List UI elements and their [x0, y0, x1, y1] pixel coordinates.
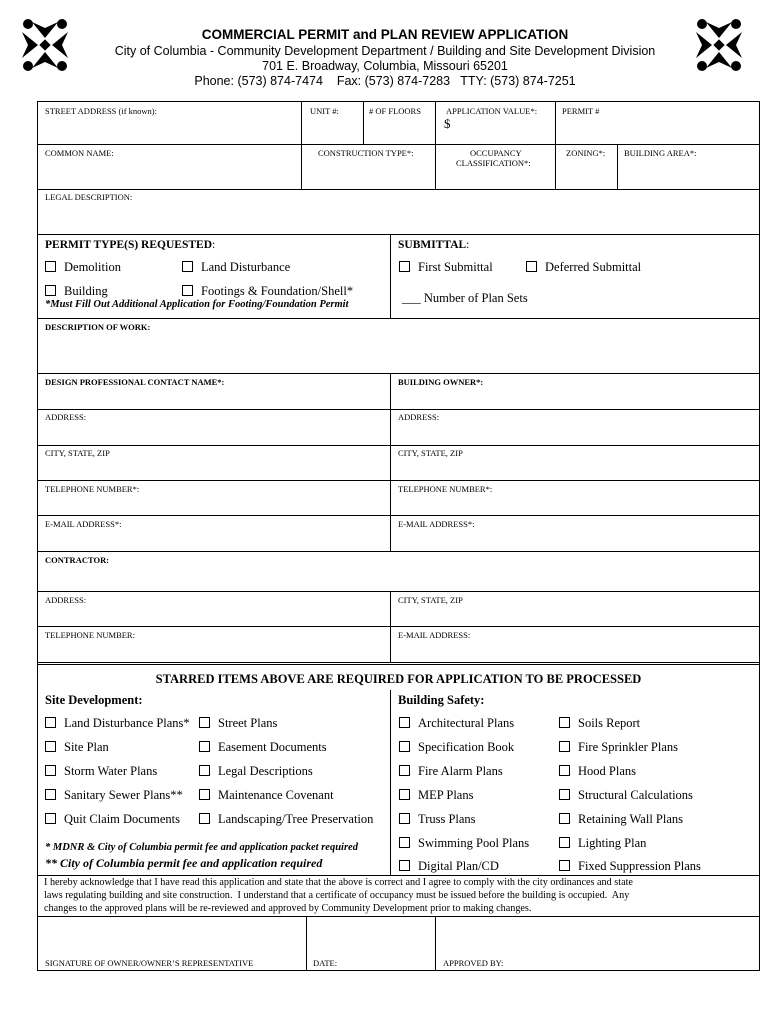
checkbox-icon — [45, 741, 56, 752]
owner-signature-field[interactable] — [40, 919, 303, 957]
checkbox-icon — [199, 789, 210, 800]
owner-city-label: CITY, STATE, ZIP — [398, 448, 463, 458]
checkbox-icon — [399, 813, 410, 824]
owner-email-label: E-MAIL ADDRESS*: — [398, 519, 475, 529]
bs-checkbox-lighting-plan[interactable]: Lighting Plan — [559, 836, 646, 851]
date-field[interactable] — [309, 919, 433, 957]
dollar-sign: $ — [444, 116, 451, 131]
common-name-field[interactable] — [40, 160, 298, 187]
bs-checkbox-fire-sprinkler-plans[interactable]: Fire Sprinkler Plans — [559, 740, 678, 755]
mdnr-fee-note: * MDNR & City of Columbia permit fee and application packet required — [45, 842, 358, 853]
bs-checkbox-architectural-plans[interactable]: Architectural Plans — [399, 716, 514, 731]
contractor-telephone-field[interactable] — [40, 641, 387, 660]
checkbox-icon — [45, 765, 56, 776]
land-disturbance-checkbox[interactable]: Land Disturbance — [182, 260, 290, 275]
zoning-field[interactable] — [558, 160, 615, 187]
design-city-field[interactable] — [40, 459, 387, 478]
checkbox-icon — [399, 717, 410, 728]
common-name-label: COMMON NAME: — [45, 148, 114, 158]
site-checkbox-site-plan[interactable]: Site Plan — [45, 740, 109, 755]
bs-checkbox-fixed-suppression-plans[interactable]: Fixed Suppression Plans — [559, 859, 701, 874]
checkbox-icon — [45, 285, 56, 296]
occupancy-label: OCCUPANCY — [470, 148, 522, 158]
approved-by-field[interactable] — [438, 919, 757, 957]
site-checkbox-maintenance-covenant[interactable]: Maintenance Covenant — [199, 788, 334, 803]
occupancy-classification-label: CLASSIFICATION*: — [456, 158, 531, 168]
design-professional-label: DESIGN PROFESSIONAL CONTACT NAME*: — [45, 377, 225, 387]
checkbox-icon — [199, 813, 210, 824]
design-email-label: E-MAIL ADDRESS*: — [45, 519, 122, 529]
bs-checkbox-fire-alarm-plans[interactable]: Fire Alarm Plans — [399, 764, 503, 779]
checkbox-icon — [399, 741, 410, 752]
site-checkbox-land-disturbance-plans[interactable]: Land Disturbance Plans* — [45, 716, 190, 731]
design-telephone-field[interactable] — [40, 494, 387, 513]
floors-label: # OF FLOORS — [369, 106, 421, 116]
submittal-heading: SUBMITTAL: — [398, 239, 470, 251]
checkbox-icon — [559, 765, 570, 776]
unit-label: UNIT #: — [310, 106, 339, 116]
acknowledgement-line-2: laws regulating building and site construction. I understand that a certificate of occupancy must be issued before the building is occupied. Any — [44, 890, 630, 901]
checkbox-icon — [45, 813, 56, 824]
permit-number-field[interactable] — [558, 118, 757, 142]
acknowledgement-line-1: I hereby acknowledge that I have read this application and state that the above is correct and I agree to comply with the city ordinances and state — [44, 877, 633, 888]
permit-types-heading: PERMIT TYPE(S) REQUESTED: — [45, 239, 216, 251]
department-address: 701 E. Broadway, Columbia, Missouri 65201 — [262, 59, 508, 73]
street-address-field[interactable] — [40, 118, 298, 142]
building-safety-heading: Building Safety: — [398, 693, 485, 707]
legal-description-label: LEGAL DESCRIPTION: — [45, 192, 133, 202]
checkbox-icon — [559, 741, 570, 752]
bs-checkbox-specification-book[interactable]: Specification Book — [399, 740, 514, 755]
bs-checkbox-swimming-pool-plans[interactable]: Swimming Pool Plans — [399, 836, 529, 851]
checkbox-icon — [399, 789, 410, 800]
building-checkbox[interactable]: Building — [45, 284, 108, 299]
deferred-submittal-checkbox[interactable]: Deferred Submittal — [526, 260, 641, 275]
owner-telephone-field[interactable] — [393, 494, 757, 513]
building-area-field[interactable] — [620, 160, 757, 187]
zoning-label: ZONING*: — [566, 148, 606, 158]
checkbox-icon — [559, 837, 570, 848]
footings-checkbox[interactable]: Footings & Foundation/Shell* — [182, 284, 353, 299]
checkbox-icon — [526, 261, 537, 272]
bs-checkbox-mep-plans[interactable]: MEP Plans — [399, 788, 473, 803]
bs-checkbox-digital-plan[interactable]: Digital Plan/CD — [399, 859, 499, 874]
site-checkbox-storm-water-plans[interactable]: Storm Water Plans — [45, 764, 157, 779]
owner-email-field[interactable] — [393, 530, 757, 549]
contractor-address-field[interactable] — [40, 606, 387, 624]
owner-telephone-label: TELEPHONE NUMBER*: — [398, 484, 493, 494]
street-address-label: STREET ADDRESS (if known): — [45, 106, 158, 116]
demolition-checkbox[interactable]: Demolition — [45, 260, 121, 275]
site-development-heading: Site Development: — [45, 693, 143, 707]
site-checkbox-sanitary-sewer-plans[interactable]: Sanitary Sewer Plans** — [45, 788, 183, 803]
checkbox-icon — [559, 813, 570, 824]
building-area-label: BUILDING AREA*: — [624, 148, 697, 158]
bs-checkbox-hood-plans[interactable]: Hood Plans — [559, 764, 636, 779]
checkbox-icon — [559, 789, 570, 800]
construction-type-field[interactable] — [304, 160, 433, 187]
owner-city-field[interactable] — [393, 459, 757, 478]
contractor-label: CONTRACTOR: — [45, 555, 110, 565]
form-title: COMMERCIAL PERMIT and PLAN REVIEW APPLICATION — [201, 27, 569, 42]
checkbox-icon — [199, 717, 210, 728]
application-value-label: APPLICATION VALUE*: — [446, 106, 538, 116]
form-subtitle: City of Columbia - Community Development Department / Building and Site Development Division — [114, 44, 656, 58]
site-checkbox-quit-claim-documents[interactable]: Quit Claim Documents — [45, 812, 180, 827]
description-of-work-label: DESCRIPTION OF WORK: — [45, 322, 151, 332]
checkbox-icon — [399, 837, 410, 848]
checkbox-icon — [399, 261, 410, 272]
contractor-city-field[interactable] — [393, 606, 757, 624]
footing-permit-note: *Must Fill Out Additional Application for Footing/Foundation Permit — [45, 299, 349, 310]
contractor-email-label: E-MAIL ADDRESS: — [398, 630, 471, 640]
contractor-field[interactable] — [40, 567, 757, 589]
department-phone: Phone: (573) 874-7474 Fax: (573) 874-7283 TTY: (573) 874-7251 — [194, 74, 576, 88]
floors-field[interactable] — [366, 118, 433, 142]
bs-checkbox-soils-report[interactable]: Soils Report — [559, 716, 640, 731]
checkbox-icon — [199, 741, 210, 752]
construction-type-label: CONSTRUCTION TYPE*: — [318, 148, 414, 158]
bs-checkbox-structural-calculations[interactable]: Structural Calculations — [559, 788, 693, 803]
site-checkbox-landscaping[interactable]: Landscaping/Tree Preservation — [199, 812, 373, 827]
site-checkbox-legal-descriptions[interactable]: Legal Descriptions — [199, 764, 313, 779]
checkbox-icon — [182, 285, 193, 296]
approved-by-label: APPROVED BY: — [443, 958, 504, 968]
checkbox-icon — [45, 789, 56, 800]
description-of-work-field[interactable] — [40, 334, 757, 371]
checkbox-icon — [399, 765, 410, 776]
owner-address-label: ADDRESS: — [398, 412, 440, 422]
owner-signature-label: SIGNATURE OF OWNER/OWNER’S REPRESENTATIVE — [45, 958, 254, 968]
checkbox-icon — [182, 261, 193, 272]
checkbox-icon — [559, 860, 570, 871]
checkbox-icon — [559, 717, 570, 728]
city-fee-note: ** City of Columbia permit fee and application required — [45, 856, 323, 870]
permit-number-label: PERMIT # — [562, 106, 600, 116]
bs-checkbox-truss-plans[interactable]: Truss Plans — [399, 812, 476, 827]
contractor-address-label: ADDRESS: — [45, 595, 87, 605]
plan-sets-count[interactable]: ___ Number of Plan Sets — [402, 291, 528, 305]
checkbox-icon — [45, 717, 56, 728]
design-city-label: CITY, STATE, ZIP — [45, 448, 110, 458]
contractor-email-field[interactable] — [393, 641, 757, 660]
site-checkbox-street-plans[interactable]: Street Plans — [199, 716, 277, 731]
checkbox-icon — [199, 765, 210, 776]
unit-field[interactable] — [304, 118, 361, 142]
building-owner-label: BUILDING OWNER*: — [398, 377, 484, 387]
design-address-field[interactable] — [40, 423, 387, 443]
design-address-label: ADDRESS: — [45, 412, 87, 422]
building-owner-field[interactable] — [393, 388, 757, 407]
application-value-field[interactable] — [455, 118, 553, 142]
bs-checkbox-retaining-wall-plans[interactable]: Retaining Wall Plans — [559, 812, 683, 827]
design-telephone-label: TELEPHONE NUMBER*: — [45, 484, 140, 494]
first-submittal-checkbox[interactable]: First Submittal — [399, 260, 493, 275]
required-items-notice: STARRED ITEMS ABOVE ARE REQUIRED FOR APPLICATION TO BE PROCESSED — [155, 672, 642, 686]
site-checkbox-easement-documents[interactable]: Easement Documents — [199, 740, 327, 755]
date-label: DATE: — [313, 958, 338, 968]
owner-address-field[interactable] — [393, 423, 757, 443]
checkbox-icon — [45, 261, 56, 272]
acknowledgement-line-3: changes to the approved plans will be re-reviewed and approved by Community Development prior to making changes. — [44, 903, 532, 914]
design-email-field[interactable] — [40, 530, 387, 549]
contractor-telephone-label: TELEPHONE NUMBER: — [45, 630, 135, 640]
legal-description-field[interactable] — [40, 204, 757, 232]
design-professional-field[interactable] — [40, 388, 387, 407]
contractor-city-label: CITY, STATE, ZIP — [398, 595, 463, 605]
checkbox-icon — [399, 860, 410, 871]
